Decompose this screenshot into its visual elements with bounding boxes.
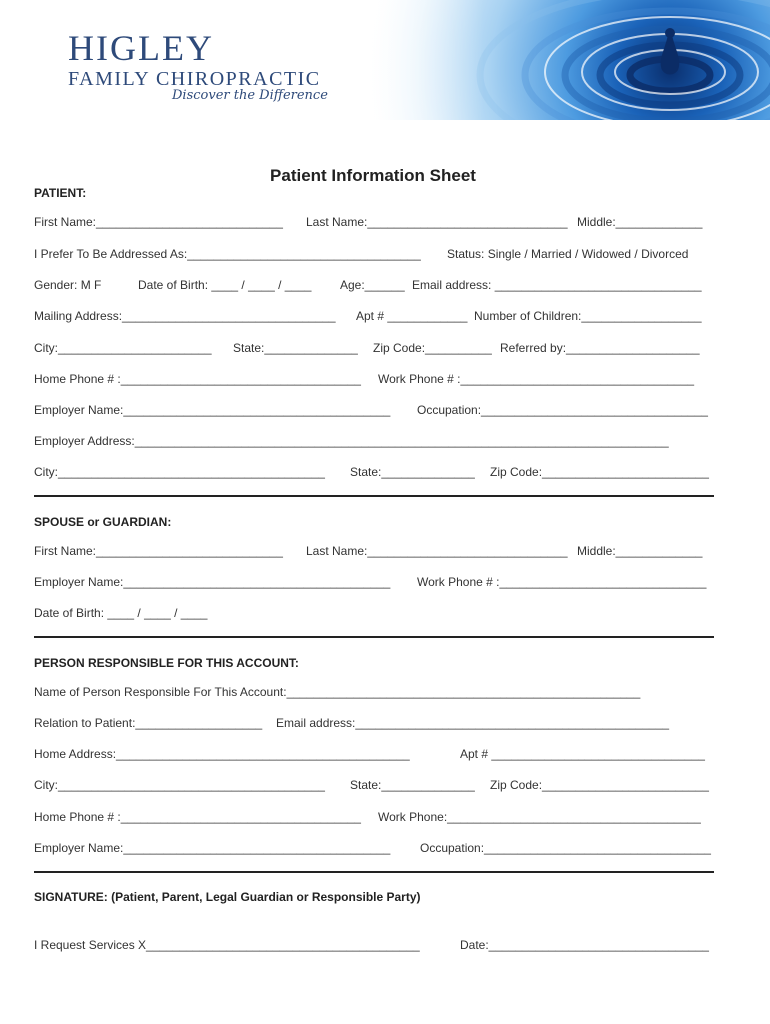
responsible-occupation-field[interactable]: Occupation:__________________________________ xyxy=(420,841,711,855)
section-divider xyxy=(34,636,714,638)
water-ripple-image xyxy=(330,0,770,120)
responsible-home-phone-field[interactable]: Home Phone # :____________________________________ xyxy=(34,810,361,824)
patient-apt-field[interactable]: Apt # ____________ xyxy=(356,309,468,323)
spouse-last-name-field[interactable]: Last Name:______________________________ xyxy=(306,544,568,558)
responsible-work-phone-field[interactable]: Work Phone:______________________________________ xyxy=(378,810,701,824)
clinic-logo xyxy=(68,30,328,103)
patient-referred-by-field[interactable]: Referred by:____________________ xyxy=(500,341,700,355)
spouse-first-name-field[interactable]: First Name:____________________________ xyxy=(34,544,283,558)
section-divider xyxy=(34,495,714,497)
patient-zip-field[interactable]: Zip Code:__________ xyxy=(373,341,492,355)
patient-occupation-field[interactable]: Occupation:__________________________________ xyxy=(417,403,708,417)
logo-subtitle: FAMILY CHIROPRACTIC xyxy=(68,68,321,90)
spouse-employer-name-field[interactable]: Employer Name:________________________________________ xyxy=(34,575,391,589)
patient-gender-field[interactable]: Gender: M F xyxy=(34,278,102,292)
patient-dob-field[interactable]: Date of Birth: ____ / ____ / ____ xyxy=(138,278,312,292)
signature-field[interactable]: I Request Services X_________________________________________ xyxy=(34,938,420,952)
patient-middle-field[interactable]: Middle:_____________ xyxy=(577,215,703,229)
patient-children-field[interactable]: Number of Children:__________________ xyxy=(474,309,702,323)
spouse-section-heading: SPOUSE or GUARDIAN: xyxy=(34,515,172,529)
responsible-employer-name-field[interactable]: Employer Name:________________________________________ xyxy=(34,841,391,855)
patient-age-field[interactable]: Age:______ xyxy=(340,278,405,292)
patient-employer-zip-field[interactable]: Zip Code:_________________________ xyxy=(490,465,709,479)
patient-employer-city-field[interactable]: City:________________________________________ xyxy=(34,465,325,479)
spouse-dob-field[interactable]: Date of Birth: ____ / ____ / ____ xyxy=(34,606,208,620)
patient-employer-state-field[interactable]: State:______________ xyxy=(350,465,475,479)
patient-home-phone-field[interactable]: Home Phone # :____________________________________ xyxy=(34,372,361,386)
patient-email-field[interactable]: Email address: _______________________________ xyxy=(412,278,702,292)
responsible-name-field[interactable]: Name of Person Responsible For This Account:_____________________________________________________ xyxy=(34,685,641,699)
patient-employer-address-field[interactable]: Employer Address:________________________________________________________________________________ xyxy=(34,434,669,448)
patient-last-name-field[interactable]: Last Name:______________________________ xyxy=(306,215,568,229)
responsible-city-field[interactable]: City:________________________________________ xyxy=(34,778,325,792)
patient-preferred-name-field[interactable]: I Prefer To Be Addressed As:___________________________________ xyxy=(34,247,421,261)
responsible-zip-field[interactable]: Zip Code:_________________________ xyxy=(490,778,709,792)
patient-state-field[interactable]: State:______________ xyxy=(233,341,358,355)
patient-work-phone-field[interactable]: Work Phone # :___________________________________ xyxy=(378,372,695,386)
spouse-work-phone-field[interactable]: Work Phone # :_______________________________ xyxy=(417,575,707,589)
responsible-apt-field[interactable]: Apt # ________________________________ xyxy=(460,747,705,761)
responsible-relation-field[interactable]: Relation to Patient:___________________ xyxy=(34,716,263,730)
patient-employer-name-field[interactable]: Employer Name:________________________________________ xyxy=(34,403,391,417)
patient-first-name-field[interactable]: First Name:____________________________ xyxy=(34,215,283,229)
signature-section-heading: SIGNATURE: (Patient, Parent, Legal Guardian or Responsible Party) xyxy=(34,890,421,904)
patient-city-field[interactable]: City:_______________________ xyxy=(34,341,212,355)
spouse-middle-field[interactable]: Middle:_____________ xyxy=(577,544,703,558)
logo-name: HIGLEY xyxy=(68,28,214,68)
section-divider xyxy=(34,871,714,873)
page-title: Patient Information Sheet xyxy=(270,166,476,185)
responsible-home-address-field[interactable]: Home Address:____________________________________________ xyxy=(34,747,410,761)
patient-status-field[interactable]: Status: Single / Married / Widowed / Divorced xyxy=(447,247,689,261)
responsible-state-field[interactable]: State:______________ xyxy=(350,778,475,792)
logo-tagline: Discover the Difference xyxy=(172,88,328,103)
signature-date-field[interactable]: Date:_________________________________ xyxy=(460,938,709,952)
responsible-section-heading: PERSON RESPONSIBLE FOR THIS ACCOUNT: xyxy=(34,656,299,670)
patient-mailing-address-field[interactable]: Mailing Address:________________________________ xyxy=(34,309,336,323)
patient-section-heading: PATIENT: xyxy=(34,186,87,200)
responsible-email-field[interactable]: Email address:_______________________________________________ xyxy=(276,716,670,730)
